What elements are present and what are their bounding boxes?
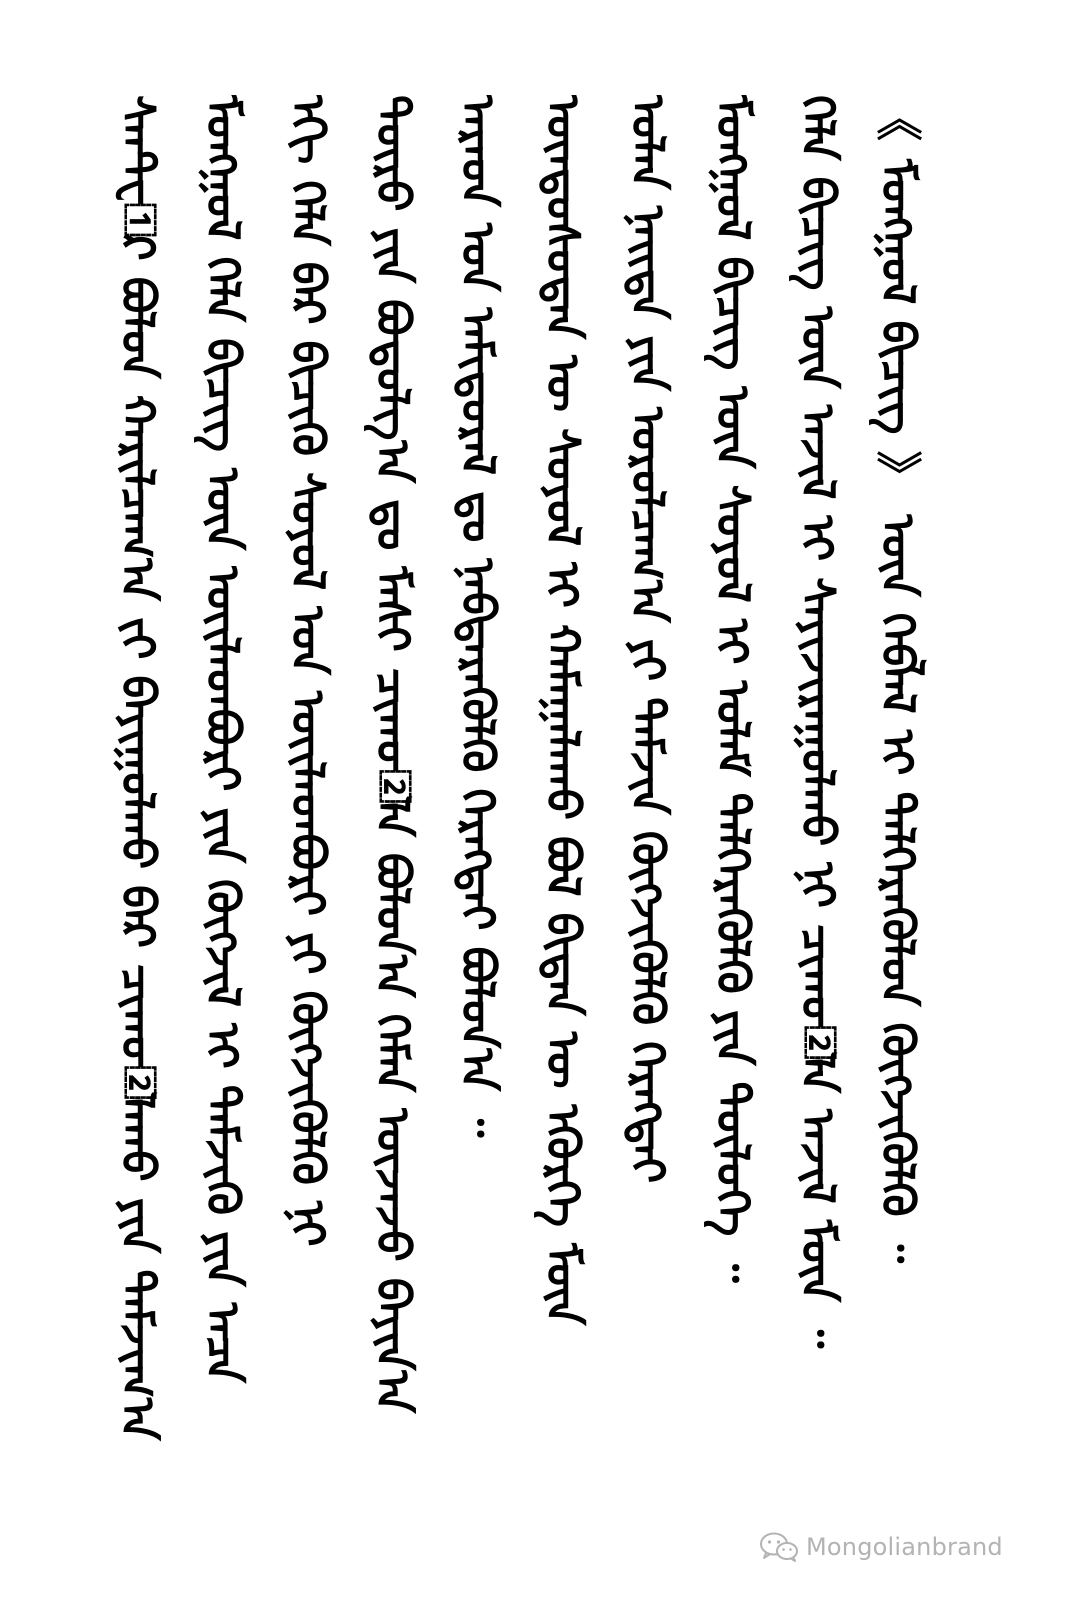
text-column-2: ᠮᠣᠩᠭᠣᠯ ᠬᠡᠯᠡ ᠪᠢᠴᠢᠭ ᠦᠨ ᠦᠢᠯᠡᠳᠪᠦᠷᠢ ᠶᠢᠨ ᠬᠥᠭᠵᠢᠯ ᠢ ᠳᠡᠮᠵᠢᠬᠦ ᠶᠢᠨ ᠠᠴᠠ xyxy=(196,95,250,1383)
watermark-text: Mongolianbrand xyxy=(806,1533,1003,1561)
wechat-icon xyxy=(758,1531,800,1563)
watermark xyxy=(758,1531,1058,1563)
text-column-1: ᠰᠡᠨᠲ᠋ᠧ᠋ᠷ ᠪᠤᠯᠤᠨ ᠬᠠᠷᠢᠯᠴᠠᠭ᠎ᠠ ᠵᠢ ᠪᠠᠶᠢᠭᠤᠯᠬᠤ ᠪᠠᠷ ᠴᠢᠬᠤ᠌ᠯᠠᠬᠤ ᠶᠢᠨ ᠳᠠᠮᠵᠢᠭ᠎ᠠ xyxy=(111,95,165,1441)
text-column-3: ᠡᠬᠢ ᠬᠡᠯᠡ ᠪᠡᠷ ᠪᠢᠴᠢᠬᠦ ᠰᠣᠶᠣᠯ ᠤᠨ ᠦᠢᠯᠡᠳᠪᠦᠷᠢ ᠶᠢ ᠬᠥᠭᠵᠢᠭᠦᠯᠬᠦ ᠨᠢ xyxy=(281,95,335,1247)
vertical-text-block xyxy=(108,95,928,1495)
text-column-10: 《 ᠮᠣᠩᠭᠣᠯ ᠪᠢᠴᠢᠭ 》 ᠦᠨ ᠬᠡᠪᠯᠡᠯ ᠢ ᠳᠡᠯᠭᠡᠷᠡᠭᠦᠯᠦᠨ ᠬᠥᠭᠵᠢᠭᠦᠯᠬᠦ ᠃ xyxy=(871,95,925,1263)
text-column-7: ᠣᠯᠠᠨ ᠨᠡᠢᠲᠡ ᠶᠢᠨ ᠣᠷᠣᠯᠴᠠᠭ᠎ᠠ ᠶᠢ ᠳᠡᠮᠵᠢᠨ ᠬᠥᠭᠵᠢᠭᠦᠯᠬᠦ ᠬᠡᠷᠡᠭᠲᠡᠢ xyxy=(621,95,675,1184)
text-column-4: ᠲᠥᠷᠦ ᠶᠢᠨ ᠪᠣᠳᠣᠯᠭ᠎ᠠ ᠳᠤ ᠮᠠᠰᠢ ᠴᠢᠬᠤ᠌ᠯᠠ ᠪᠣᠯᠤᠨ᠎ᠠ ᠬᠡᠮᠡᠨ ᠦᠵᠡᠵᠦ ᠪᠠᠶᠢᠨ᠎ᠠ xyxy=(366,95,420,1414)
text-column-6: ᠦᠨᠳᠦᠰᠦᠲᠡᠨ ᠦ ᠰᠣᠶᠣᠯ ᠢ ᠬᠠᠮᠠᠭᠠᠯᠠᠬᠤ ᠪᠣᠯ ᠪᠢᠳᠡᠨ ᠦ ᠡᠭᠦᠷᠭᠡ ᠮᠥᠨ xyxy=(536,95,590,1326)
text-column-5: ᠠᠷᠠᠳ ᠤᠨ ᠠᠮᠢᠳᠤᠷᠠᠯ ᠳᠤ ᠨᠡᠪᠳᠡᠷᠡᠭᠦᠯᠬᠦ ᠬᠡᠷᠡᠭᠲᠡᠢ ᠪᠣᠯᠤᠨ᠎ᠠ ᠃ xyxy=(451,95,505,1138)
text-column-9: ᠬᠡᠯᠡ ᠪᠢᠴᠢᠭ ᠦᠨ ᠠᠵᠢᠯ ᠢ ᠰᠠᠶᠢᠵᠢᠷᠠᠭᠤᠯᠬᠤ ᠨᠢ ᠴᠢᠬᠤ᠌ᠯᠠ ᠠᠵᠢᠯ ᠮᠥᠨ ᠃ xyxy=(791,95,845,1349)
text-column-8: ᠮᠣᠩᠭᠣᠯ ᠪᠢᠴᠢᠭ ᠦᠨ ᠰᠣᠶᠣᠯ ᠢ ᠤᠯᠠᠮ ᠳᠡᠯᠭᠡᠷᠡᠭᠦᠯᠬᠦ ᠶᠢᠨ ᠲᠥᠯᠥᠭᠡ ᠃ xyxy=(706,95,760,1283)
